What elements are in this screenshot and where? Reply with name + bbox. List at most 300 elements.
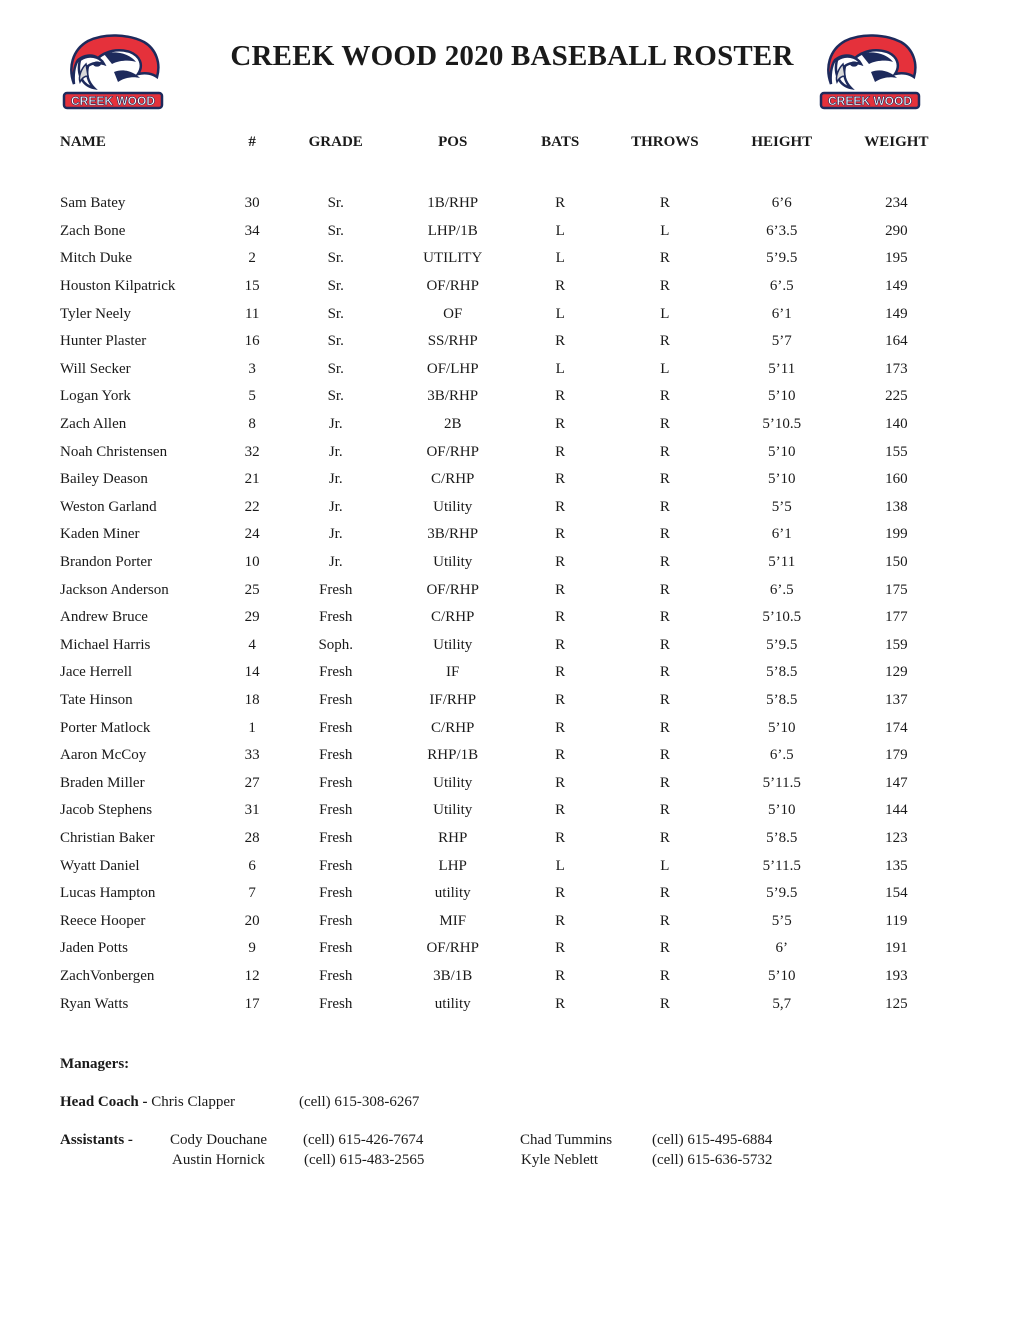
- player-number: 2: [248, 250, 256, 267]
- player-grade: Fresh: [319, 719, 353, 736]
- player-grade: Sr.: [327, 278, 344, 295]
- player-height: 6’.5: [769, 581, 794, 598]
- player-position: Utility: [433, 774, 473, 791]
- player-bats: L: [555, 222, 565, 239]
- player-name: Jaden Potts: [60, 940, 128, 957]
- player-number: 24: [244, 526, 260, 543]
- player-number: 16: [244, 333, 260, 350]
- player-throws: R: [659, 333, 670, 350]
- player-weight: 193: [885, 967, 908, 984]
- player-throws: R: [659, 995, 670, 1012]
- player-throws: L: [660, 857, 670, 874]
- col-weight: WEIGHT: [864, 133, 929, 150]
- table-row: [52, 852, 952, 880]
- table-row: [52, 632, 952, 660]
- table-row: [52, 825, 952, 853]
- player-height: 6’6: [771, 195, 792, 212]
- player-weight: 150: [885, 554, 908, 571]
- player-position: Utility: [433, 636, 473, 653]
- player-bats: R: [555, 995, 566, 1012]
- player-number: 9: [248, 940, 256, 957]
- player-position: IF: [446, 664, 460, 681]
- player-name: Tyler Neely: [60, 305, 132, 322]
- player-grade: Soph.: [318, 636, 354, 653]
- assistant-phone: (cell) 615-426-7674: [303, 1132, 424, 1148]
- player-grade: Fresh: [319, 664, 353, 681]
- player-position: LHP/1B: [427, 222, 478, 239]
- player-height: 6’.5: [769, 747, 794, 764]
- player-position: C/RHP: [431, 609, 475, 626]
- player-number: 10: [244, 554, 260, 571]
- player-throws: R: [659, 774, 670, 791]
- player-number: 12: [244, 967, 260, 984]
- player-weight: 177: [885, 609, 908, 626]
- player-name: Will Secker: [60, 360, 131, 377]
- player-bats: R: [555, 416, 566, 433]
- player-name: Noah Christensen: [60, 443, 168, 460]
- player-grade: Sr.: [327, 222, 344, 239]
- player-height: 5’10: [768, 719, 796, 736]
- table-row: [52, 411, 952, 439]
- assistant-name: Chad Tummins: [520, 1132, 613, 1148]
- table-row: [52, 300, 952, 328]
- player-weight: 138: [885, 498, 908, 515]
- player-number: 21: [244, 471, 260, 488]
- player-bats: R: [555, 388, 566, 405]
- player-weight: 149: [885, 278, 908, 295]
- table-row: [52, 328, 952, 356]
- player-number: 34: [244, 222, 260, 239]
- player-grade: Sr.: [327, 333, 344, 350]
- player-position: C/RHP: [431, 719, 475, 736]
- player-bats: R: [555, 829, 566, 846]
- player-throws: R: [659, 636, 670, 653]
- player-name: Tate Hinson: [60, 691, 133, 708]
- player-weight: 123: [885, 829, 908, 846]
- player-throws: R: [659, 195, 670, 212]
- player-bats: R: [555, 471, 566, 488]
- player-number: 27: [244, 774, 260, 791]
- player-bats: R: [555, 664, 566, 681]
- player-throws: L: [660, 222, 670, 239]
- player-bats: R: [555, 636, 566, 653]
- player-height: 5’9.5: [766, 636, 798, 653]
- player-name: Porter Matlock: [60, 719, 151, 736]
- player-weight: 195: [885, 250, 908, 267]
- player-weight: 119: [885, 912, 908, 929]
- player-number: 20: [244, 912, 260, 929]
- player-position: utility: [434, 885, 471, 902]
- player-throws: L: [660, 360, 670, 377]
- player-number: 33: [244, 747, 260, 764]
- player-position: SS/RHP: [427, 333, 478, 350]
- table-row: [52, 742, 952, 770]
- player-name: Brandon Porter: [60, 554, 153, 571]
- assistant-name: Cody Douchane: [170, 1132, 268, 1148]
- player-number: 8: [248, 416, 256, 433]
- table-row: [52, 990, 952, 1018]
- player-weight: 155: [885, 443, 908, 460]
- player-height: 5’8.5: [766, 691, 798, 708]
- assistants-label: Assistants -: [60, 1132, 133, 1148]
- player-position: UTILITY: [423, 250, 483, 267]
- player-bats: R: [555, 967, 566, 984]
- assistant-phone: (cell) 615-636-5732: [652, 1152, 773, 1168]
- player-position: OF/RHP: [426, 443, 479, 460]
- player-grade: Fresh: [319, 691, 353, 708]
- table-row: [52, 880, 952, 908]
- player-grade: Fresh: [319, 581, 353, 598]
- player-weight: 129: [885, 664, 908, 681]
- player-grade: Jr.: [328, 554, 343, 571]
- player-name: ZachVonbergen: [60, 967, 155, 984]
- player-height: 5’7: [771, 333, 792, 350]
- player-bats: L: [555, 857, 565, 874]
- player-number: 28: [244, 829, 260, 846]
- player-grade: Sr.: [327, 388, 344, 405]
- player-throws: R: [659, 802, 670, 819]
- player-bats: R: [555, 581, 566, 598]
- player-throws: R: [659, 443, 670, 460]
- roster-body: [52, 190, 952, 1018]
- roster-header: [52, 128, 952, 190]
- player-weight: 164: [885, 333, 908, 350]
- player-bats: R: [555, 195, 566, 212]
- player-bats: L: [555, 305, 565, 322]
- table-row: [52, 190, 952, 218]
- player-height: 6’1: [771, 305, 792, 322]
- player-bats: R: [555, 526, 566, 543]
- player-height: 6’: [775, 940, 788, 957]
- player-bats: R: [555, 691, 566, 708]
- player-position: 2B: [443, 416, 462, 433]
- player-position: IF/RHP: [429, 691, 477, 708]
- player-position: OF/RHP: [426, 940, 479, 957]
- player-grade: Sr.: [327, 360, 344, 377]
- player-throws: R: [659, 416, 670, 433]
- player-name: Sam Batey: [60, 195, 126, 212]
- player-throws: R: [659, 912, 670, 929]
- player-name: Jackson Anderson: [60, 581, 169, 598]
- player-name: Houston Kilpatrick: [60, 278, 176, 295]
- svg-text:CREEK WOOD: CREEK WOOD: [71, 94, 155, 108]
- player-position: OF: [443, 305, 463, 322]
- col-throws: THROWS: [631, 133, 699, 150]
- player-bats: R: [555, 912, 566, 929]
- player-name: Christian Baker: [60, 829, 155, 846]
- svg-text:CREEK WOOD: CREEK WOOD: [828, 94, 912, 108]
- player-grade: Jr.: [328, 443, 343, 460]
- player-weight: 290: [885, 222, 908, 239]
- player-name: Wyatt Daniel: [60, 857, 140, 874]
- player-position: OF/LHP: [426, 360, 479, 377]
- hawk-logo-icon: [815, 32, 923, 112]
- table-row: [52, 466, 952, 494]
- table-row: [52, 604, 952, 632]
- table-row: [52, 797, 952, 825]
- player-position: OF/RHP: [426, 278, 479, 295]
- player-position: MIF: [439, 912, 467, 929]
- player-position: 3B/RHP: [427, 526, 479, 543]
- col-height: HEIGHT: [751, 133, 813, 150]
- player-throws: R: [659, 278, 670, 295]
- table-row: [52, 963, 952, 991]
- player-position: RHP/1B: [427, 747, 479, 764]
- table-row: [52, 549, 952, 577]
- player-weight: 159: [885, 636, 908, 653]
- player-number: 3: [248, 360, 256, 377]
- player-height: 6’.5: [769, 278, 794, 295]
- head-coach-title: Head Coach -: [60, 1094, 152, 1110]
- player-grade: Sr.: [327, 250, 344, 267]
- player-height: 5’11.5: [762, 857, 801, 874]
- player-bats: R: [555, 719, 566, 736]
- player-height: 5’9.5: [766, 885, 798, 902]
- player-number: 4: [248, 636, 256, 653]
- player-grade: Fresh: [319, 885, 353, 902]
- header-row: [52, 128, 952, 156]
- col-pos: POS: [438, 133, 468, 150]
- player-height: 5,7: [772, 995, 792, 1012]
- player-name: Michael Harris: [60, 636, 151, 653]
- player-bats: R: [555, 774, 566, 791]
- player-weight: 137: [885, 691, 908, 708]
- player-number: 5: [248, 388, 256, 405]
- player-height: 5’10: [768, 471, 796, 488]
- head-coach-name: Chris Clapper: [151, 1094, 235, 1110]
- player-throws: R: [659, 609, 670, 626]
- col-bats: BATS: [541, 133, 580, 150]
- player-bats: R: [555, 554, 566, 571]
- player-number: 22: [244, 498, 260, 515]
- player-bats: L: [555, 250, 565, 267]
- player-weight: 144: [885, 802, 908, 819]
- table-row: [52, 218, 952, 246]
- player-weight: 135: [885, 857, 908, 874]
- player-height: 5’5: [771, 912, 792, 929]
- player-name: Zach Bone: [60, 222, 126, 239]
- player-height: 5’10: [768, 967, 796, 984]
- player-number: 25: [244, 581, 260, 598]
- player-name: Braden Miller: [60, 774, 145, 791]
- player-position: utility: [434, 995, 471, 1012]
- player-grade: Sr.: [327, 305, 344, 322]
- player-throws: R: [659, 581, 670, 598]
- player-weight: 199: [885, 526, 908, 543]
- player-bats: R: [555, 885, 566, 902]
- player-bats: L: [555, 360, 565, 377]
- player-grade: Fresh: [319, 857, 353, 874]
- player-number: 31: [244, 802, 260, 819]
- table-row: [52, 907, 952, 935]
- col-grade: GRADE: [308, 133, 363, 150]
- roster-table: [52, 128, 952, 1018]
- player-number: 29: [244, 609, 260, 626]
- assistant-phone: (cell) 615-495-6884: [652, 1132, 773, 1148]
- player-throws: R: [659, 885, 670, 902]
- player-weight: 175: [885, 581, 908, 598]
- player-throws: R: [659, 940, 670, 957]
- player-weight: 154: [885, 885, 908, 902]
- player-height: 5’11: [768, 554, 796, 571]
- player-position: OF/RHP: [426, 581, 479, 598]
- player-throws: R: [659, 747, 670, 764]
- player-number: 11: [244, 305, 260, 322]
- assistant-name: Austin Hornick: [172, 1152, 265, 1168]
- player-position: 1B/RHP: [427, 195, 479, 212]
- player-name: Jacob Stephens: [60, 802, 153, 819]
- player-throws: R: [659, 691, 670, 708]
- table-row: [52, 356, 952, 384]
- player-grade: Jr.: [328, 471, 343, 488]
- player-weight: 173: [885, 360, 908, 377]
- player-number: 32: [244, 443, 260, 460]
- player-grade: Fresh: [319, 940, 353, 957]
- player-position: Utility: [433, 498, 473, 515]
- player-height: 5’5: [771, 498, 792, 515]
- player-throws: R: [659, 526, 670, 543]
- player-position: 3B/1B: [433, 967, 473, 984]
- table-row: [52, 576, 952, 604]
- creek-wood-logo-right: [815, 32, 923, 112]
- player-number: 18: [244, 691, 260, 708]
- player-name: Kaden Miner: [60, 526, 140, 543]
- player-name: Hunter Plaster: [60, 333, 147, 350]
- player-height: 6’1: [771, 526, 792, 543]
- player-height: 5’8.5: [766, 829, 798, 846]
- player-weight: 174: [885, 719, 908, 736]
- player-throws: L: [660, 305, 670, 322]
- player-name: Bailey Deason: [60, 471, 148, 488]
- player-position: LHP: [438, 857, 467, 874]
- player-grade: Fresh: [319, 774, 353, 791]
- player-grade: Fresh: [319, 995, 353, 1012]
- player-position: Utility: [433, 554, 473, 571]
- player-height: 5’11: [768, 360, 796, 377]
- player-number: 30: [244, 195, 260, 212]
- player-height: 5’10.5: [762, 609, 802, 626]
- player-throws: R: [659, 719, 670, 736]
- player-bats: R: [555, 498, 566, 515]
- player-name: Zach Allen: [60, 416, 127, 433]
- player-throws: R: [659, 471, 670, 488]
- player-number: 7: [248, 885, 256, 902]
- player-bats: R: [555, 940, 566, 957]
- player-bats: R: [555, 278, 566, 295]
- player-throws: R: [659, 388, 670, 405]
- table-row: [52, 383, 952, 411]
- table-row: [52, 273, 952, 301]
- player-throws: R: [659, 554, 670, 571]
- table-row: [52, 438, 952, 466]
- player-name: Ryan Watts: [60, 995, 129, 1012]
- player-weight: 179: [885, 747, 908, 764]
- player-height: 5’10: [768, 443, 796, 460]
- player-throws: R: [659, 829, 670, 846]
- assistant-name: Kyle Neblett: [521, 1152, 599, 1168]
- player-weight: 147: [885, 774, 908, 791]
- player-position: RHP: [438, 829, 468, 846]
- page-title: CREEK WOOD 2020 BASEBALL ROSTER: [230, 40, 794, 72]
- player-grade: Fresh: [319, 747, 353, 764]
- player-weight: 160: [885, 471, 908, 488]
- player-grade: Jr.: [328, 416, 343, 433]
- player-name: Andrew Bruce: [60, 609, 148, 626]
- player-position: Utility: [433, 802, 473, 819]
- player-height: 5’10: [768, 388, 796, 405]
- player-height: 5’9.5: [766, 250, 798, 267]
- player-bats: R: [555, 333, 566, 350]
- player-throws: R: [659, 664, 670, 681]
- table-row: [52, 935, 952, 963]
- player-name: Lucas Hampton: [60, 885, 156, 902]
- table-row: [52, 714, 952, 742]
- table-row: [52, 521, 952, 549]
- player-bats: R: [555, 443, 566, 460]
- player-grade: Jr.: [328, 526, 343, 543]
- player-position: 3B/RHP: [427, 388, 479, 405]
- table-row: [52, 245, 952, 273]
- player-number: 1: [248, 719, 256, 736]
- player-name: Aaron McCoy: [60, 747, 147, 764]
- player-number: 6: [248, 857, 256, 874]
- player-grade: Fresh: [319, 829, 353, 846]
- player-bats: R: [555, 609, 566, 626]
- head-coach-label: [60, 1094, 235, 1111]
- player-weight: 191: [885, 940, 908, 957]
- player-grade: Jr.: [328, 498, 343, 515]
- player-height: 6’3.5: [766, 222, 798, 239]
- player-grade: Fresh: [319, 802, 353, 819]
- player-height: 5’8.5: [766, 664, 798, 681]
- table-row: [52, 687, 952, 715]
- player-number: 17: [244, 995, 260, 1012]
- player-grade: Fresh: [319, 609, 353, 626]
- player-weight: 234: [885, 195, 908, 212]
- player-height: 5’11.5: [762, 774, 801, 791]
- player-name: Logan York: [60, 388, 131, 405]
- player-position: C/RHP: [431, 471, 475, 488]
- player-weight: 125: [885, 995, 908, 1012]
- player-height: 5’10.5: [762, 416, 802, 433]
- player-bats: R: [555, 747, 566, 764]
- player-number: 14: [244, 664, 260, 681]
- player-name: Jace Herrell: [60, 664, 133, 681]
- managers-label: Managers:: [60, 1056, 130, 1072]
- table-row: [52, 659, 952, 687]
- player-weight: 225: [885, 388, 908, 405]
- col-name: NAME: [60, 133, 106, 150]
- table-row: [52, 494, 952, 522]
- player-name: Reece Hooper: [60, 912, 146, 929]
- player-grade: Sr.: [327, 195, 344, 212]
- player-throws: R: [659, 498, 670, 515]
- player-throws: R: [659, 250, 670, 267]
- head-coach-phone: (cell) 615-308-6267: [299, 1094, 420, 1110]
- player-height: 5’10: [768, 802, 796, 819]
- player-grade: Fresh: [319, 912, 353, 929]
- player-name: Weston Garland: [60, 498, 157, 515]
- player-throws: R: [659, 967, 670, 984]
- player-grade: Fresh: [319, 967, 353, 984]
- player-weight: 149: [885, 305, 908, 322]
- col-number: #: [248, 133, 256, 150]
- table-row: [52, 769, 952, 797]
- player-name: Mitch Duke: [60, 250, 133, 267]
- player-weight: 140: [885, 416, 908, 433]
- assistant-phone: (cell) 615-483-2565: [304, 1152, 425, 1168]
- player-number: 15: [244, 278, 260, 295]
